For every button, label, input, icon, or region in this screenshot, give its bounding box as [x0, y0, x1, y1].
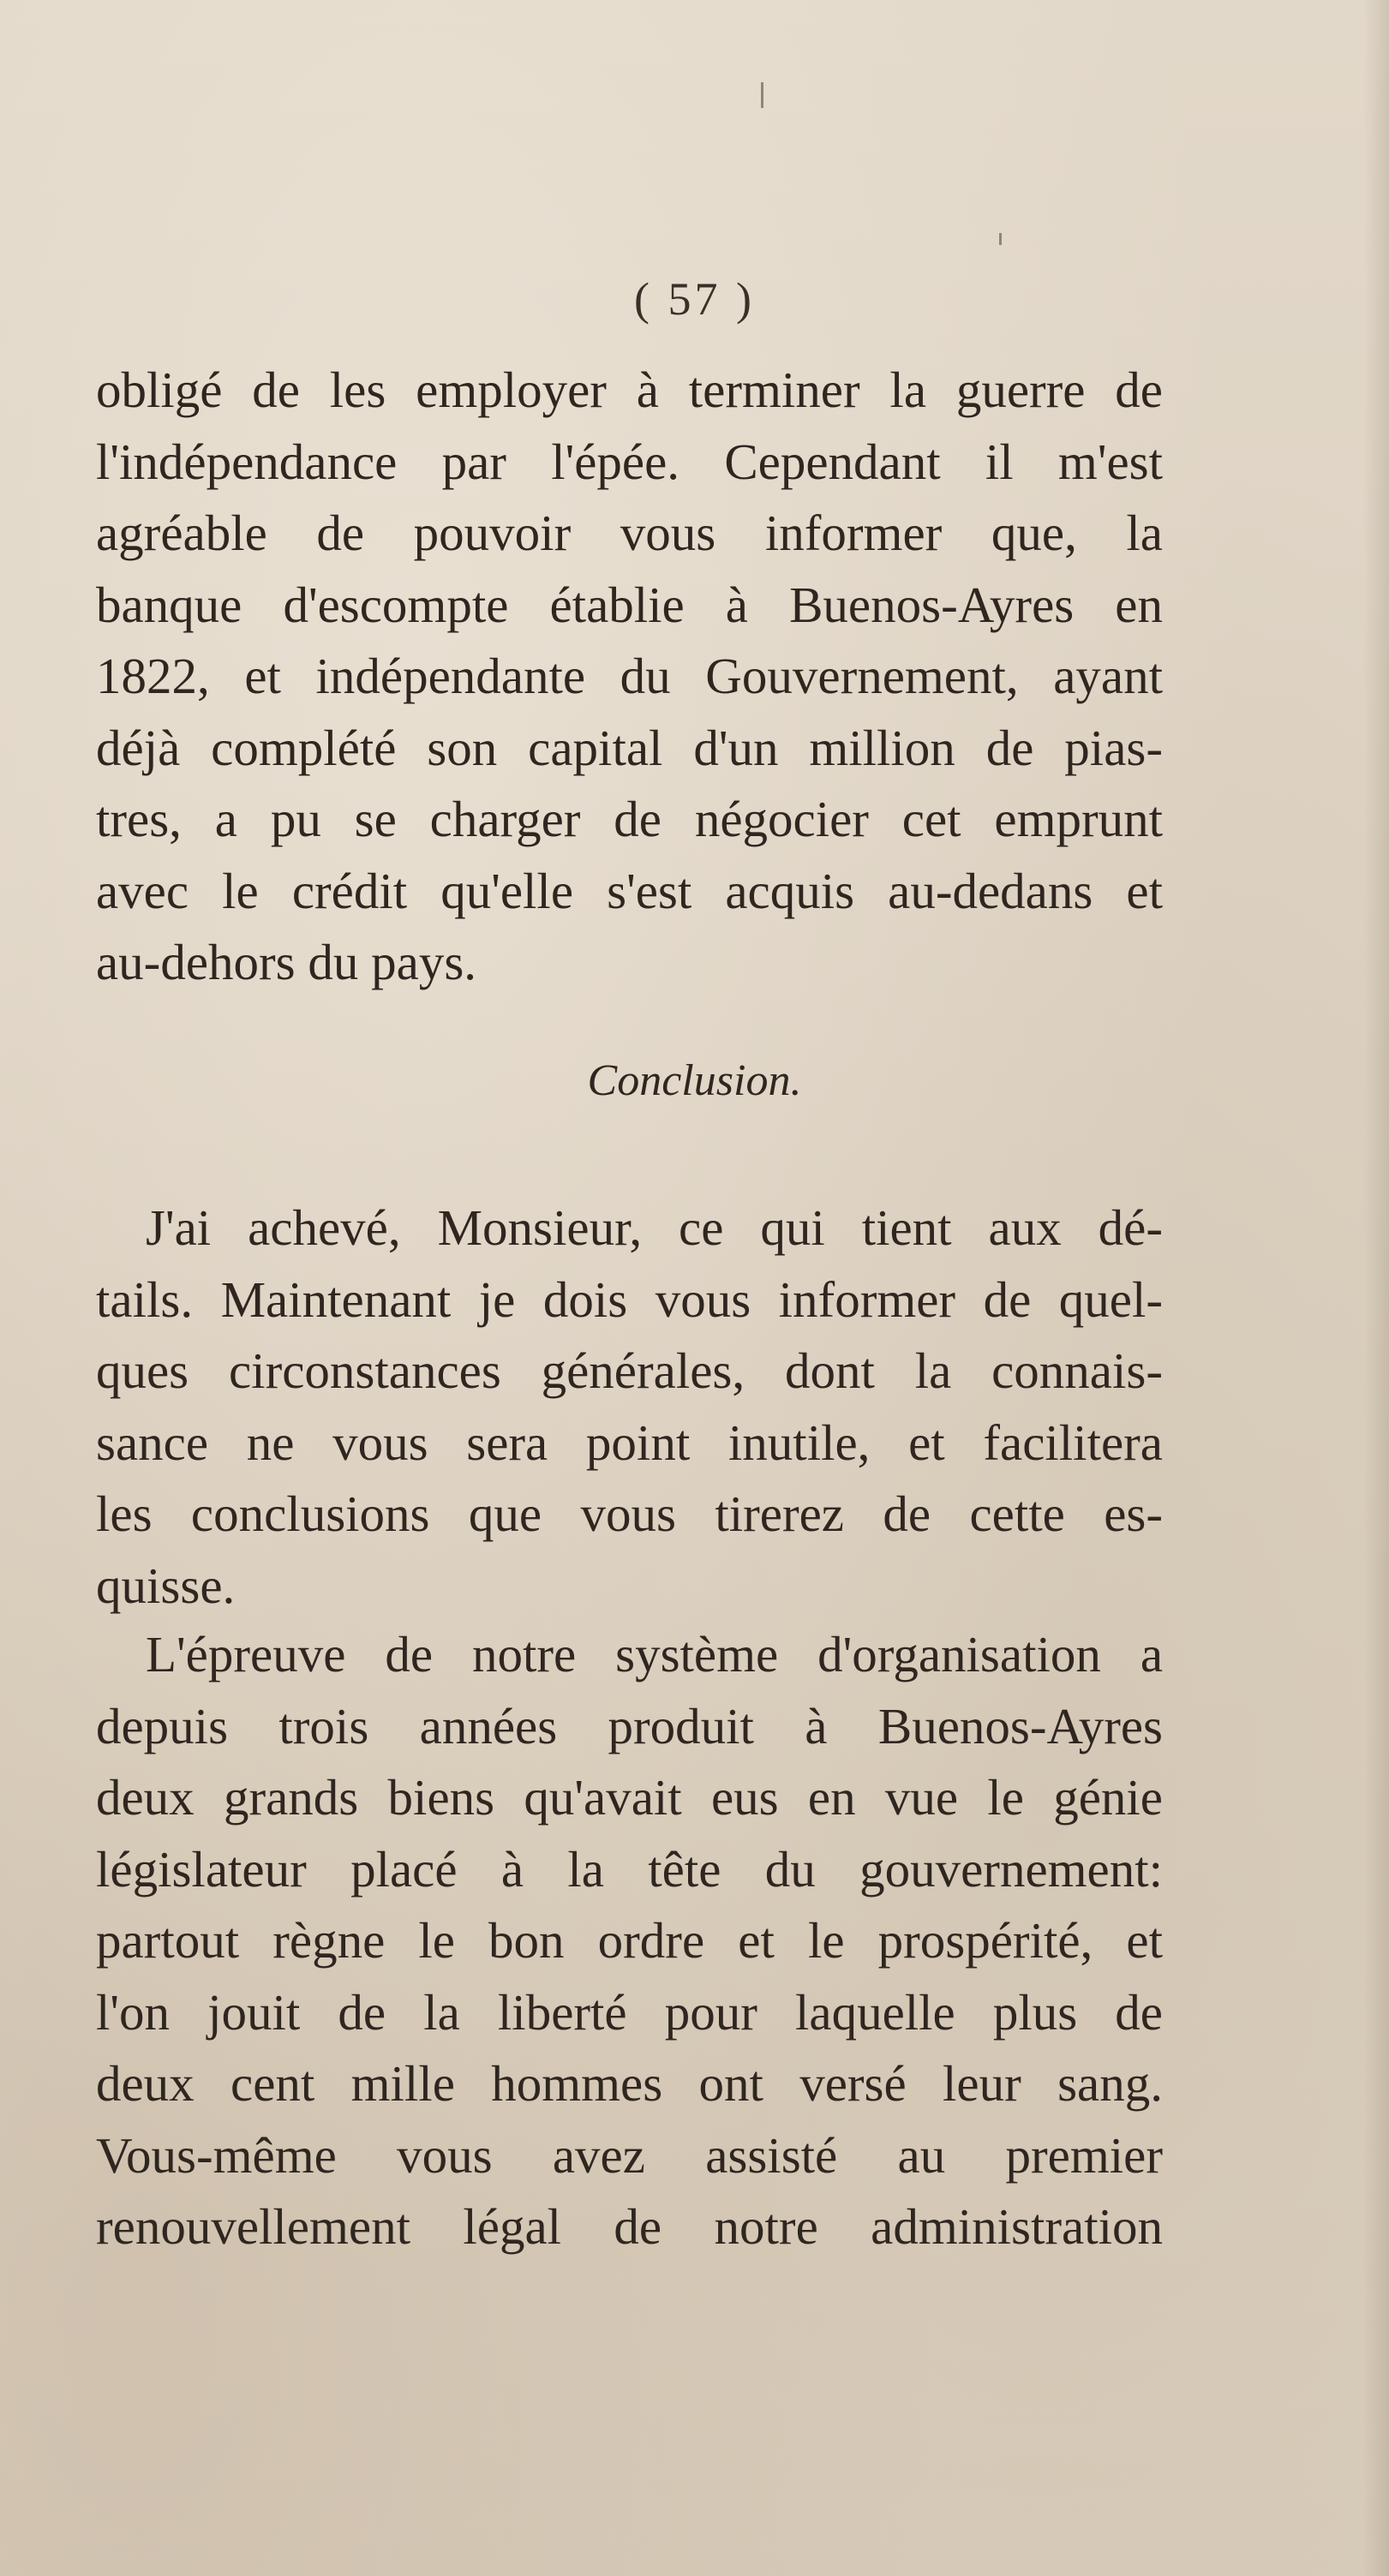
page-edge-shadow: [1363, 0, 1389, 2576]
page-number: ( 57 ): [634, 273, 755, 325]
text-line: 1822, et indépendante du Gouvernement, ayant: [96, 648, 1163, 704]
text-line: l'indépendance par l'épée. Cependant il m'est: [96, 433, 1163, 490]
text-line: l'on jouit de la liberté pour laquelle plus de: [96, 1983, 1163, 2041]
text-line: J'ai achevé, Monsieur, ce qui tient aux dé-: [146, 1199, 1163, 1256]
paragraph-2: [96, 1192, 1163, 1622]
text-line: tres, a pu se charger de négocier cet emprunt: [96, 791, 1163, 847]
text-line: renouvellement légal de notre administration: [96, 2198, 1163, 2255]
text-line: ques circonstances générales, dont la connais-: [96, 1342, 1163, 1399]
text-line: au-dehors du pays.: [96, 934, 477, 990]
text-line: Vous-même vous avez assisté au premier: [96, 2126, 1163, 2184]
text-line: avec le crédit qu'elle s'est acquis au-dedans et: [96, 862, 1163, 919]
section-heading: Conclusion.: [587, 1056, 802, 1105]
text-line: quisse.: [96, 1557, 236, 1614]
text-line: depuis trois années produit à Buenos-Ayres: [96, 1697, 1163, 1754]
text-line: déjà complété son capital d'un million de pias-: [96, 719, 1163, 776]
text-line: deux cent mille hommes ont versé leur sang.: [96, 2055, 1163, 2112]
paragraph-3: [96, 1619, 1163, 2263]
text-line: partout règne le bon ordre et le prospérité, et: [96, 1912, 1163, 1969]
ink-speck: [999, 233, 1002, 245]
paragraph-1: [96, 355, 1163, 999]
ink-speck: [761, 82, 763, 108]
text-line: deux grands biens qu'avait eus en vue le génie: [96, 1769, 1163, 1826]
text-line: les conclusions que vous tirerez de cette es-: [96, 1485, 1163, 1542]
text-line: L'épreuve de notre système d'organisation a: [146, 1626, 1163, 1682]
text-line: tails. Maintenant je dois vous informer de quel-: [96, 1270, 1163, 1328]
text-line: obligé de les employer à terminer la guerre de: [96, 362, 1163, 418]
text-line: législateur placé à la tête du gouvernement:: [96, 1840, 1163, 1898]
text-line: agréable de pouvoir vous informer que, la: [96, 505, 1163, 561]
text-line: banque d'escompte établie à Buenos-Ayres en: [96, 576, 1163, 633]
text-line: sance ne vous sera point inutile, et facilitera: [96, 1414, 1163, 1471]
